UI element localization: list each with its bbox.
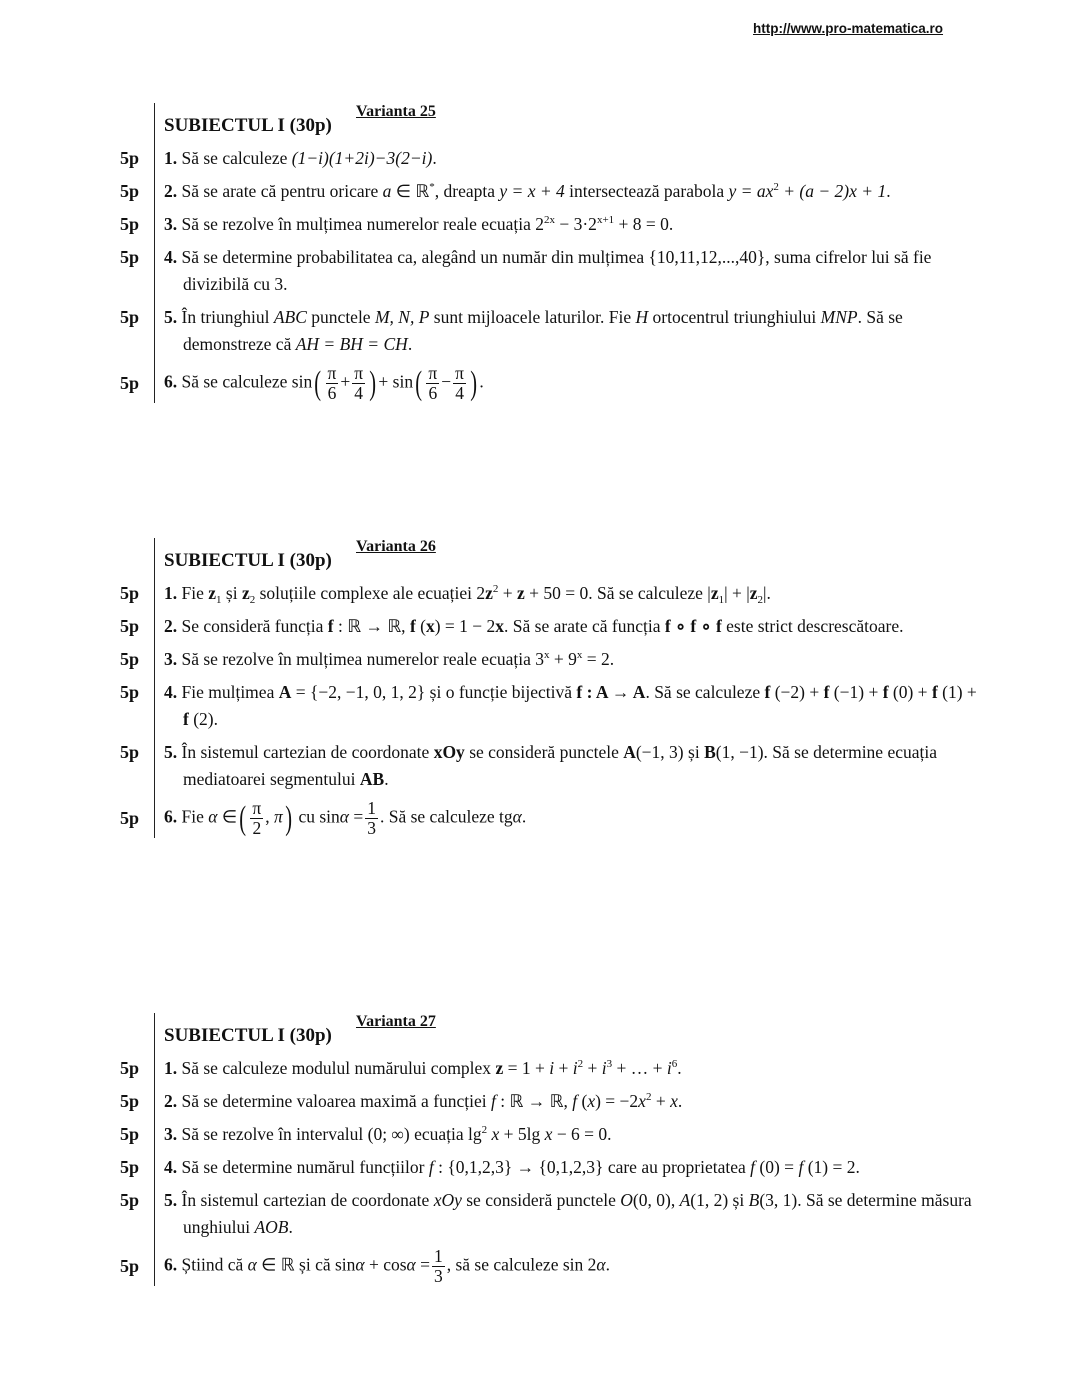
math-bold: x bbox=[495, 616, 505, 636]
math-italic: i bbox=[601, 1058, 607, 1078]
problem-item bbox=[164, 679, 984, 733]
denominator: 4 bbox=[455, 383, 464, 403]
fraction bbox=[352, 364, 365, 403]
problem-text: (−1) + bbox=[829, 682, 883, 702]
problem-text: : {0,1,2,3} → {0,1,2,3} care au proprietatea bbox=[433, 1157, 751, 1177]
problem-row bbox=[120, 640, 1020, 673]
problem-text: + bbox=[554, 1058, 573, 1078]
problem-text: (2). bbox=[188, 709, 218, 729]
problem-text: Fie bbox=[181, 806, 209, 827]
header-url-link[interactable]: http://www.pro-matematica.ro bbox=[753, 21, 944, 36]
problem-item bbox=[164, 1154, 984, 1181]
points-label: 5p bbox=[120, 373, 140, 393]
points-spacer bbox=[120, 1013, 154, 1049]
problem-text: , bbox=[265, 806, 274, 827]
problem-item: 6. Să se calculeze sin( $\frac{\pi}{6}$ + $\frac{\pi}{4}$ ) + sin( $\frac{\pi}{6}$ − $\frac{\pi}{4}$ ) . bbox=[164, 363, 484, 403]
math-italic: x bbox=[670, 1091, 678, 1111]
problem-body bbox=[154, 640, 984, 673]
problem-item: 6. Fie α ∈( $\frac{\pi}{2}$ , π) cu sinα = $\frac{1}{3}$ . Să se calculeze tgα. bbox=[164, 798, 527, 838]
problem-item bbox=[164, 1187, 984, 1241]
section-header bbox=[154, 538, 984, 574]
superscript: 3 bbox=[606, 1058, 613, 1070]
math-italic: ABC bbox=[273, 307, 307, 327]
fraction bbox=[326, 364, 339, 403]
variant-title: Varianta 25 bbox=[356, 103, 436, 120]
problem-text: : ℝ → ℝ, bbox=[333, 616, 410, 636]
problem-text: ) = 1 − 2 bbox=[434, 616, 496, 636]
problem-text: . bbox=[384, 769, 389, 789]
points-label: 5p bbox=[120, 616, 140, 636]
problem-number: 1. bbox=[164, 148, 178, 168]
problem-text: În triunghiul bbox=[181, 307, 274, 327]
problem-body bbox=[154, 574, 984, 607]
numerator: π bbox=[327, 363, 337, 383]
math-bold: z bbox=[208, 583, 217, 603]
points-label: 5p bbox=[120, 148, 140, 168]
problem-item bbox=[164, 244, 984, 298]
problem-text: ∈ bbox=[217, 806, 238, 827]
problem-text: − 3·2 bbox=[554, 214, 597, 234]
math-bold: f ∘ f ∘ f bbox=[664, 616, 722, 636]
problem-text: = {−2, −1, 0, 1, 2} și o funcție bijectivă bbox=[291, 682, 577, 702]
problem-item bbox=[164, 1247, 984, 1286]
numerator: 1 bbox=[433, 1246, 443, 1266]
denominator: 2 bbox=[252, 818, 262, 838]
math-italic: x bbox=[487, 1124, 500, 1144]
problem-text: (1, 2) și bbox=[690, 1190, 749, 1210]
problem-number: 6. bbox=[164, 371, 178, 392]
section-heading: SUBIECTUL I (30p) bbox=[164, 1025, 332, 1046]
subscript: 1 bbox=[216, 594, 222, 606]
exam-variant-block bbox=[120, 1013, 1020, 1286]
problem-number: 4. bbox=[164, 247, 178, 267]
problem-text: . Să se arate că funcția bbox=[504, 616, 665, 636]
problem-row bbox=[120, 793, 1020, 838]
math-bold: z bbox=[495, 1058, 504, 1078]
problem-body bbox=[154, 793, 984, 838]
denominator: 4 bbox=[354, 383, 364, 403]
problem-text: ( bbox=[577, 1091, 588, 1111]
problem-text: punctele bbox=[306, 307, 375, 327]
math-bold: f bbox=[882, 682, 889, 702]
problem-text: |. bbox=[763, 583, 771, 603]
math-italic: H bbox=[635, 307, 649, 327]
problem-text: ∈ ℝ bbox=[391, 181, 430, 201]
problem-number: 2. bbox=[164, 1091, 178, 1111]
problem-body bbox=[154, 139, 984, 172]
math-bold: A bbox=[278, 682, 292, 702]
problem-item bbox=[164, 580, 984, 607]
problem-text: și bbox=[221, 583, 242, 603]
problem-text: = 1 + bbox=[503, 1058, 550, 1078]
problem-text: (3, 1). Să se determine măsura unghiului bbox=[183, 1190, 972, 1237]
problem-item bbox=[164, 304, 984, 358]
problem-text: + bbox=[583, 1058, 602, 1078]
problem-row bbox=[120, 172, 1020, 205]
problem-item bbox=[164, 145, 984, 172]
math-italic: f bbox=[798, 1157, 804, 1177]
problem-body bbox=[154, 733, 984, 793]
problem-text: , să se calculeze sin 2 bbox=[446, 1254, 597, 1275]
problem-number: 5. bbox=[164, 1190, 178, 1210]
fraction bbox=[250, 799, 263, 838]
problem-text: . Să se demonstreze că bbox=[183, 307, 903, 354]
problem-number: 4. bbox=[164, 682, 178, 702]
problem-text: = 2. bbox=[582, 649, 615, 669]
points-label: 5p bbox=[120, 214, 140, 234]
points-label: 5p bbox=[120, 583, 140, 603]
problem-text: (−2) + bbox=[770, 682, 824, 702]
superscript: 2 bbox=[645, 1091, 652, 1103]
problem-text: Să se rezolve în intervalul (0; ∞) ecuația lg bbox=[181, 1124, 482, 1144]
problem-number: 1. bbox=[164, 583, 178, 603]
subscript: 1 bbox=[718, 594, 725, 606]
problem-text: intersectează parabola bbox=[564, 181, 729, 201]
math-bold: f : A → A bbox=[576, 682, 646, 702]
math-italic: f bbox=[750, 1157, 756, 1177]
math-italic: O bbox=[620, 1190, 633, 1210]
math-bold: A bbox=[623, 742, 636, 762]
problem-body bbox=[154, 298, 984, 358]
problem-text: = bbox=[415, 1254, 430, 1275]
problem-text: În sistemul cartezian de coordonate bbox=[181, 1190, 434, 1210]
math-italic: f bbox=[491, 1091, 496, 1111]
math-italic: x bbox=[638, 1091, 646, 1111]
problem-text: (0, 0), bbox=[632, 1190, 680, 1210]
math-italic: MNP bbox=[820, 307, 858, 327]
problem-item bbox=[164, 1088, 984, 1115]
problem-body bbox=[154, 673, 984, 733]
problem-text: (1) = 2. bbox=[803, 1157, 860, 1177]
problem-body bbox=[154, 205, 984, 238]
superscript: x bbox=[576, 649, 583, 661]
problem-text: (0) = bbox=[755, 1157, 799, 1177]
problem-row bbox=[120, 205, 1020, 238]
problem-text: + … + bbox=[612, 1058, 667, 1078]
superscript: 2 bbox=[773, 181, 779, 193]
points-spacer bbox=[120, 103, 154, 139]
math-italic: M, N, P bbox=[374, 307, 430, 327]
points-label: 5p bbox=[120, 808, 140, 828]
math-bold: z bbox=[710, 583, 719, 603]
denominator: 3 bbox=[433, 1266, 443, 1286]
problem-text: Fie bbox=[181, 583, 209, 603]
math-bold: xOy bbox=[433, 742, 465, 762]
math-italic: y = ax bbox=[728, 181, 774, 201]
problem-text: (1) + bbox=[937, 682, 977, 702]
math-bold: f bbox=[327, 616, 334, 636]
superscript: 6 bbox=[671, 1058, 678, 1070]
problem-body bbox=[154, 1241, 984, 1286]
numerator: π bbox=[455, 363, 464, 383]
math-italic: f bbox=[428, 1157, 434, 1177]
problem-body bbox=[154, 1115, 984, 1148]
math-bold: x bbox=[425, 616, 435, 636]
math-bold: AB bbox=[359, 769, 385, 789]
math-bold: z bbox=[749, 583, 758, 603]
superscript: x bbox=[543, 649, 550, 661]
problem-row bbox=[120, 358, 1020, 403]
problem-text: + bbox=[651, 1091, 671, 1111]
problem-text: Să se determine probabilitatea ca, alegând un număr din mulțimea {10,11,12,...,40}, suma cifrelor lui să fie divizibilă cu 3. bbox=[181, 247, 932, 294]
math-italic: α bbox=[596, 1254, 606, 1275]
problem-row bbox=[120, 1115, 1020, 1148]
problem-text: Să se calculeze modulul numărului complex bbox=[181, 1058, 496, 1078]
problem-text: + 8 = 0. bbox=[614, 214, 674, 234]
math-bold: z bbox=[517, 583, 525, 603]
problem-text: − bbox=[441, 371, 452, 392]
problem-text: se consideră punctele bbox=[461, 1190, 621, 1210]
problem-text: (0) + bbox=[888, 682, 932, 702]
problem-text: . bbox=[479, 371, 484, 392]
math-italic: x bbox=[587, 1091, 596, 1111]
math-italic: B bbox=[748, 1190, 760, 1210]
problem-row bbox=[120, 1148, 1020, 1181]
math-bold: B bbox=[704, 742, 716, 762]
problem-text: . bbox=[677, 1058, 682, 1078]
problem-text: : ℝ → ℝ, bbox=[495, 1091, 573, 1111]
problem-row bbox=[120, 574, 1020, 607]
superscript: x+1 bbox=[596, 214, 615, 226]
problem-text: este strict descrescătoare. bbox=[721, 616, 904, 636]
problem-text: Fie mulțimea bbox=[181, 682, 279, 702]
math-bold: z bbox=[241, 583, 250, 603]
section-header bbox=[154, 103, 984, 139]
problem-item bbox=[164, 739, 984, 793]
problem-text: . bbox=[886, 181, 891, 201]
problem-text: + bbox=[340, 371, 351, 392]
subscript: 2 bbox=[249, 594, 256, 606]
problem-body bbox=[154, 238, 984, 298]
problem-text: + bbox=[498, 583, 517, 603]
problem-number: 2. bbox=[164, 616, 178, 636]
denominator: 6 bbox=[428, 383, 438, 403]
problem-item bbox=[164, 646, 984, 673]
problem-body bbox=[154, 172, 984, 205]
problem-text: Se consideră funcția bbox=[181, 616, 328, 636]
problem-item bbox=[164, 178, 984, 205]
problem-text: . bbox=[288, 1217, 293, 1237]
points-label: 5p bbox=[120, 181, 140, 201]
exam-variant-block bbox=[120, 538, 1020, 838]
math-italic: α bbox=[339, 806, 349, 827]
problem-text: − 6 = 0. bbox=[552, 1124, 612, 1144]
problem-text: + sin bbox=[378, 371, 414, 392]
section-header-row bbox=[120, 538, 1020, 574]
math-italic: i bbox=[666, 1058, 672, 1078]
problem-text: Să se determine valoarea maximă a funcției bbox=[181, 1091, 492, 1111]
problem-number: 6. bbox=[164, 806, 178, 827]
numerator: π bbox=[428, 363, 438, 383]
problem-text: Să se rezolve în mulțimea numerelor reale ecuația 3 bbox=[181, 649, 544, 669]
problem-text: . bbox=[677, 1091, 683, 1111]
problem-number: 3. bbox=[164, 649, 178, 669]
math-italic: α bbox=[355, 1254, 365, 1275]
section-header-row bbox=[120, 1013, 1020, 1049]
problem-number: 3. bbox=[164, 1124, 178, 1144]
math-italic: y = x + 4 bbox=[499, 181, 565, 201]
problem-row bbox=[120, 673, 1020, 733]
math-bold: f bbox=[183, 709, 189, 729]
math-bold: z bbox=[485, 583, 493, 603]
fraction bbox=[426, 364, 439, 403]
math-italic: f bbox=[572, 1091, 578, 1111]
exam-variant-block bbox=[120, 103, 1020, 403]
problem-number: 5. bbox=[164, 742, 178, 762]
problem-row bbox=[120, 733, 1020, 793]
problem-number: 2. bbox=[164, 181, 178, 201]
points-label: 5p bbox=[120, 1091, 140, 1111]
math-italic: a bbox=[382, 181, 392, 201]
problem-text: Să se calculeze bbox=[181, 148, 292, 168]
numerator: π bbox=[354, 363, 364, 383]
superscript: 2 bbox=[492, 583, 499, 595]
problem-text: + 9 bbox=[549, 649, 577, 669]
numerator: 1 bbox=[367, 798, 376, 818]
math-italic: α bbox=[406, 1254, 416, 1275]
section-header-row bbox=[120, 103, 1020, 139]
math-bold: f bbox=[764, 682, 771, 702]
problem-text: soluțiile complexe ale ecuației 2 bbox=[255, 583, 486, 603]
subscript: 2 bbox=[757, 594, 764, 606]
problem-text: Să se calculeze sin bbox=[181, 371, 313, 392]
problem-text: , dreapta bbox=[434, 181, 500, 201]
problem-text: . bbox=[521, 806, 527, 827]
math-italic: A bbox=[679, 1190, 691, 1210]
problem-text: . bbox=[605, 1254, 610, 1275]
superscript: 2x bbox=[543, 214, 555, 226]
math-italic: AH = BH = CH bbox=[295, 334, 408, 354]
problem-text: + 5lg bbox=[499, 1124, 545, 1144]
math-bold: f bbox=[409, 616, 416, 636]
math-italic: (1−i)(1+2i)−3(2−i) bbox=[291, 148, 433, 168]
problem-text: (1, −1). Să se determine ecuația mediatoarei segmentului bbox=[183, 742, 937, 789]
points-label: 5p bbox=[120, 1190, 140, 1210]
math-italic: + (a − 2)x + 1 bbox=[778, 181, 887, 201]
fraction bbox=[432, 1247, 445, 1286]
problem-text: (−1, 3) și bbox=[635, 742, 705, 762]
math-italic: α bbox=[247, 1254, 257, 1275]
section-header bbox=[154, 1013, 984, 1049]
problem-row bbox=[120, 238, 1020, 298]
problem-row bbox=[120, 298, 1020, 358]
problem-body bbox=[154, 1049, 984, 1082]
variant-title: Varianta 26 bbox=[356, 538, 436, 555]
problem-row bbox=[120, 1181, 1020, 1241]
problem-text: = bbox=[348, 806, 364, 827]
problem-item bbox=[164, 1121, 984, 1148]
math-bold: f bbox=[931, 682, 938, 702]
math-bold: f bbox=[823, 682, 830, 702]
problem-number: 6. bbox=[164, 1254, 178, 1275]
problem-number: 4. bbox=[164, 1157, 178, 1177]
problem-text: Știind că bbox=[181, 1254, 248, 1275]
problem-row bbox=[120, 1082, 1020, 1115]
math-italic: i bbox=[572, 1058, 578, 1078]
points-label: 5p bbox=[120, 1058, 140, 1078]
problem-text: cu sin bbox=[294, 806, 340, 827]
superscript: * bbox=[429, 181, 435, 193]
problem-text: Să se arate că pentru oricare bbox=[181, 181, 383, 201]
points-label: 5p bbox=[120, 682, 140, 702]
section-heading: SUBIECTUL I (30p) bbox=[164, 550, 332, 571]
problem-text: . bbox=[432, 148, 437, 168]
problem-text: + 50 = 0. Să se calculeze | bbox=[524, 583, 711, 603]
problem-item bbox=[164, 1055, 984, 1082]
points-label: 5p bbox=[120, 1256, 140, 1276]
problem-item bbox=[164, 613, 984, 640]
problem-number: 5. bbox=[164, 307, 178, 327]
problem-text: . Să se calculeze bbox=[645, 682, 765, 702]
problem-row bbox=[120, 1049, 1020, 1082]
problem-body bbox=[154, 1148, 984, 1181]
problem-body bbox=[154, 1181, 984, 1241]
problem-text: În sistemul cartezian de coordonate bbox=[181, 742, 434, 762]
problem-text: ( bbox=[415, 616, 426, 636]
points-label: 5p bbox=[120, 307, 140, 327]
math-italic: i bbox=[549, 1058, 555, 1078]
problem-number: 1. bbox=[164, 1058, 178, 1078]
superscript: 2 bbox=[481, 1124, 488, 1136]
problem-body bbox=[154, 358, 984, 403]
problem-text: ) = −2 bbox=[595, 1091, 639, 1111]
problem-text: Să se rezolve în mulțimea numerelor reale ecuația 2 bbox=[181, 214, 544, 234]
points-label: 5p bbox=[120, 742, 140, 762]
numerator: π bbox=[252, 798, 262, 818]
problem-text: . bbox=[407, 334, 413, 354]
points-label: 5p bbox=[120, 1157, 140, 1177]
problem-row bbox=[120, 139, 1020, 172]
variant-title: Varianta 27 bbox=[356, 1013, 436, 1030]
points-label: 5p bbox=[120, 1124, 140, 1144]
problem-item bbox=[164, 211, 984, 238]
section-heading: SUBIECTUL I (30p) bbox=[164, 115, 332, 136]
problem-body bbox=[154, 1082, 984, 1115]
denominator: 6 bbox=[327, 383, 337, 403]
fraction bbox=[453, 364, 466, 403]
denominator: 3 bbox=[367, 818, 376, 838]
math-italic: α bbox=[512, 806, 522, 827]
problem-text: + cos bbox=[364, 1254, 407, 1275]
problem-text: ortocentrul triunghiului bbox=[648, 307, 821, 327]
problem-text: . Să se calculeze tg bbox=[379, 806, 513, 827]
math-italic: α bbox=[208, 806, 218, 827]
problem-text: se consideră punctele bbox=[464, 742, 624, 762]
problem-row bbox=[120, 1241, 1020, 1286]
points-spacer bbox=[120, 538, 154, 574]
math-italic: x bbox=[544, 1124, 553, 1144]
problem-text: Să se determine numărul funcțiilor bbox=[181, 1157, 429, 1177]
points-label: 5p bbox=[120, 649, 140, 669]
problem-row bbox=[120, 607, 1020, 640]
problem-body bbox=[154, 607, 984, 640]
math-italic: xOy bbox=[433, 1190, 462, 1210]
problem-text: | + | bbox=[724, 583, 750, 603]
problem-text: ∈ ℝ și că sin bbox=[256, 1254, 356, 1275]
superscript: 2 bbox=[577, 1058, 584, 1070]
problem-text: sunt mijloacele laturilor. Fie bbox=[429, 307, 636, 327]
math-italic: AOB bbox=[254, 1217, 289, 1237]
points-label: 5p bbox=[120, 247, 140, 267]
problem-number: 3. bbox=[164, 214, 178, 234]
math-italic: π bbox=[273, 806, 283, 827]
fraction bbox=[365, 799, 378, 838]
